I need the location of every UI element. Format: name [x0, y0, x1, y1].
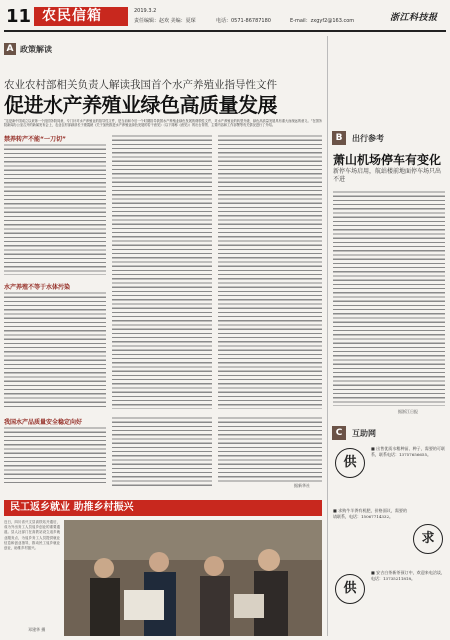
classified-text: ■ 安吉白茶新茶预订中，欢迎来电洽谈，电话：13735211818。 [371, 570, 445, 581]
article-deck-right: 新停车场启用，航站楼前地面停车场只出不进 [333, 168, 442, 184]
demand-badge [413, 524, 443, 554]
supply-badge-label: 供 [343, 455, 357, 470]
classified-item[interactable] [333, 444, 445, 502]
section-c-title: 互助网 [352, 429, 376, 438]
body-text-block [333, 190, 445, 406]
body-text-block [4, 143, 106, 275]
body-text-block [218, 416, 322, 482]
classified-list [333, 444, 445, 634]
email-address: E-mail：zxgyf2@163.com [290, 18, 355, 24]
news-photo-illustration [64, 520, 322, 636]
section-b-title: 出行参考 [352, 134, 384, 143]
supply-badge [335, 448, 365, 478]
news-photo [64, 520, 322, 636]
body-text-block [4, 426, 106, 486]
subheading-1: 禁养转产不能“一刀切” [4, 136, 66, 143]
article-body [4, 134, 322, 494]
masthead [4, 4, 446, 30]
classified-text: ■ 出售优质水稻种苗、种子，需要的可联系，联系电话：13757656655。 [371, 446, 445, 457]
classified-item[interactable] [333, 568, 445, 630]
byline: 据新华社 [294, 483, 310, 488]
article-headline: 促进水产养殖业绿色高质量发展 [4, 93, 277, 117]
classified-text: ■ 求购牛羊粪有机肥，价格面议，需要的请联系，电话：15067714332。 [333, 508, 407, 519]
body-text-block [112, 416, 212, 486]
photo-feature-title: 民工返乡就业 助推乡村振兴 [10, 502, 134, 513]
section-a-tag: A [4, 43, 16, 55]
section-b-header [332, 131, 446, 145]
subheading-2: 水产养殖不等于水体污染 [4, 284, 71, 291]
body-text-block [4, 291, 106, 409]
photo-credit: 邓建华 摄 [28, 627, 46, 632]
demand-badge-label: 求 [421, 531, 435, 546]
classified-item[interactable] [333, 506, 445, 564]
article-lead: “这是新中国成立以来第一个经国务院同意，专门针对水产养殖业的指导性文件，是当前和今后一个时期指导我国水产养殖业绿色发展的纲领性文件，对水产养殖业的转型升级、绿色高质量发展具有重大而深远的意义。”在国务院新闻办公室召开的新闻发布会上，农业农村部副部长于康震就《关于加快推进水产养殖业绿色发展的若干意见》（以下简称《意见》）的出台背景、主要内容和工作部署等有关情况进行了介绍。 [4, 119, 322, 128]
masthead-rule [4, 30, 446, 32]
issue-date: 2019.3.2 [134, 8, 157, 14]
section-name: 农民信箱 [42, 8, 102, 24]
column-divider [327, 36, 328, 636]
editor-credit: 责任编辑：赵欢 美编：夏琛 [134, 18, 196, 24]
section-a-header [4, 43, 314, 55]
subheading-3: 我国水产品质量安全稳定向好 [4, 419, 83, 426]
body-text-block [112, 134, 212, 409]
supply-badge [335, 574, 365, 604]
photo-feature-header [4, 500, 322, 516]
section-c-header [332, 426, 446, 440]
body-text-block [218, 134, 322, 409]
supply-badge-label: 供 [343, 581, 357, 596]
page-number: 11 [6, 6, 32, 27]
section-a-title: 政策解读 [20, 45, 52, 54]
photo-feature [4, 500, 322, 636]
article-subtitle: 农业农村部相关负责人解读我国首个水产养殖业指导性文件 [4, 79, 277, 91]
section-name-badge [34, 7, 128, 26]
article-headline-right: 萧山机场停车有变化 [333, 153, 442, 167]
photo-caption: 近日，四川省兴文县高铁站开通后，成为外出务工人员返乡创业的重要通道。县人社部门在高铁站设立返乡就业服务点，为返乡务工人员提供就业信息和创业指导，推动民工返乡就业创业，助推乡村振兴。 [4, 520, 60, 551]
phone-number: 电话：0571-86787180 [216, 18, 271, 24]
newspaper-logo: 浙江科技报 [390, 13, 438, 23]
byline-right: 据浙江日报 [398, 409, 418, 414]
section-b-tag: B [332, 131, 346, 145]
section-c-tag: C [332, 426, 346, 440]
